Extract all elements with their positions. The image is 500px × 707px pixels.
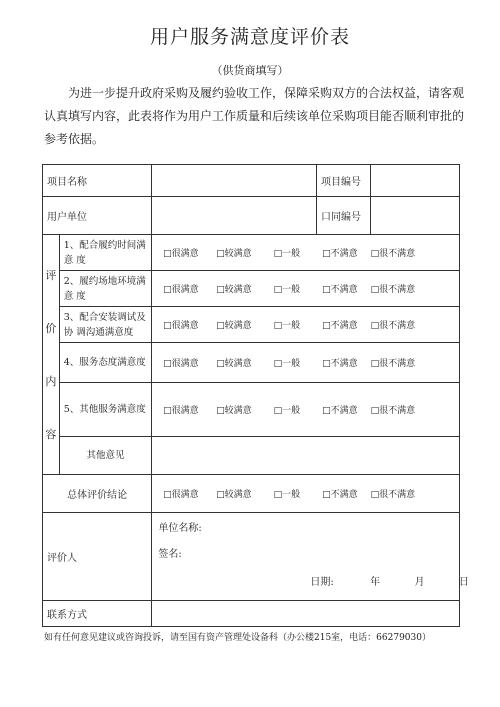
project-name-field[interactable] — [152, 165, 317, 197]
month-label: 月 — [414, 577, 425, 588]
other-opinion-row — [43, 437, 460, 475]
rating-checkbox[interactable]: □很不满意 — [370, 490, 416, 500]
contract-no-label: 口同编号 — [316, 197, 370, 235]
intro-paragraph: 为进一步提升政府采购及履约验收工作，保障采购双方的合法权益，请客观认真填写内容，此表将作为用户工作质量和后续该单位采购项目能否顺利审批的参考依据。 — [44, 86, 465, 146]
rating-checkbox[interactable]: □很满意 — [163, 490, 199, 500]
rating-checkbox[interactable]: □很不满意 — [370, 321, 416, 331]
rating-checkbox[interactable]: □较满意 — [216, 249, 252, 259]
eval-label-char: 容 — [45, 427, 57, 441]
date-line — [310, 573, 469, 588]
date-label: 日期: — [310, 577, 334, 588]
rating-checkbox[interactable]: □不满意 — [322, 249, 358, 259]
signature-label: 签名: — [158, 549, 182, 560]
criterion-label: 3、配合安装调试及协 调沟通满意度 — [59, 307, 152, 343]
rating-checkbox[interactable]: □很满意 — [163, 406, 199, 416]
project-name-label: 项目名称 — [43, 165, 152, 197]
rating-checkbox[interactable]: □很不满意 — [370, 249, 416, 259]
rating-checkbox[interactable]: □一般 — [273, 359, 301, 369]
contact-label: 联系方式 — [43, 601, 152, 627]
rating-checkbox[interactable]: □很满意 — [163, 321, 199, 331]
rating-checkbox[interactable]: □一般 — [273, 321, 301, 331]
rating-checkbox[interactable]: □不满意 — [322, 359, 358, 369]
criteria-row — [43, 271, 460, 307]
criteria-row — [43, 235, 460, 271]
eval-label-char: 内 — [45, 374, 57, 388]
rating-checkbox[interactable]: □较满意 — [216, 406, 252, 416]
year-label: 年 — [370, 577, 381, 588]
rating-checkbox[interactable]: □一般 — [273, 249, 301, 259]
unit-name-label: 单位名称: — [158, 523, 202, 534]
rating-options — [152, 383, 460, 437]
evaluation-form-table — [42, 164, 469, 627]
criteria-row — [43, 343, 460, 383]
criterion-label: 4、服务态度满意度 — [59, 343, 152, 383]
other-opinion-label: 其他意见 — [59, 437, 152, 475]
criterion-label: 2、履约场地环境满意 度 — [59, 271, 152, 307]
criteria-row — [43, 307, 460, 343]
eval-label-char: 价 — [45, 321, 57, 335]
overall-label: 总体评价结论 — [43, 475, 152, 513]
evaluator-label: 评价人 — [43, 513, 152, 601]
overall-rating-options — [152, 475, 460, 513]
project-no-label: 项目编号 — [316, 165, 370, 197]
rating-checkbox[interactable]: □不满意 — [322, 285, 358, 295]
rating-checkbox[interactable]: □很不满意 — [370, 359, 416, 369]
rating-checkbox[interactable]: □很不满意 — [370, 285, 416, 295]
contact-row — [43, 601, 460, 627]
rating-checkbox[interactable]: □很满意 — [163, 285, 199, 295]
rating-checkbox[interactable]: □较满意 — [216, 285, 252, 295]
footer-note: 如有任何意见建议或咨询投诉，请至国有资产管理处设备科（办公楼215室，电话：66279030） — [44, 633, 431, 643]
rating-options — [152, 235, 460, 271]
page-title: 用户服务满意度评价表 — [149, 26, 350, 48]
criteria-row — [43, 383, 460, 437]
criterion-label: 1、配合履约时间满意 度 — [59, 235, 152, 271]
row-user-unit — [43, 197, 460, 235]
contact-field[interactable] — [152, 601, 460, 627]
day-label: 日 — [458, 577, 469, 588]
row-project-name — [43, 165, 460, 197]
rating-checkbox[interactable]: □较满意 — [216, 490, 252, 500]
user-unit-label: 用户单位 — [43, 197, 152, 235]
rating-checkbox[interactable]: □很不满意 — [370, 406, 416, 416]
rating-checkbox[interactable]: □很满意 — [163, 359, 199, 369]
rating-options — [152, 307, 460, 343]
evaluator-sign-area[interactable] — [152, 513, 469, 601]
rating-options — [152, 271, 460, 307]
rating-checkbox[interactable]: □不满意 — [322, 321, 358, 331]
rating-checkbox[interactable]: □较满意 — [216, 321, 252, 331]
rating-checkbox[interactable]: □不满意 — [322, 406, 358, 416]
rating-checkbox[interactable]: □一般 — [273, 406, 301, 416]
rating-checkbox[interactable]: □一般 — [273, 490, 301, 500]
rating-checkbox[interactable]: □较满意 — [216, 359, 252, 369]
criterion-label: 5、其他服务满意度 — [59, 383, 152, 437]
rating-options — [152, 343, 460, 383]
contract-no-field[interactable] — [370, 197, 459, 235]
project-no-field[interactable] — [370, 165, 459, 197]
overall-row — [43, 475, 460, 513]
user-unit-field[interactable] — [152, 197, 317, 235]
evaluator-row — [43, 513, 460, 601]
eval-label-char: 评 — [45, 268, 57, 282]
rating-checkbox[interactable]: □不满意 — [322, 490, 358, 500]
other-opinion-field[interactable] — [152, 437, 460, 475]
eval-section-label — [43, 235, 60, 475]
rating-checkbox[interactable]: □一般 — [273, 285, 301, 295]
page-subtitle: （供货商填写） — [211, 64, 289, 77]
rating-checkbox[interactable]: □很满意 — [163, 249, 199, 259]
